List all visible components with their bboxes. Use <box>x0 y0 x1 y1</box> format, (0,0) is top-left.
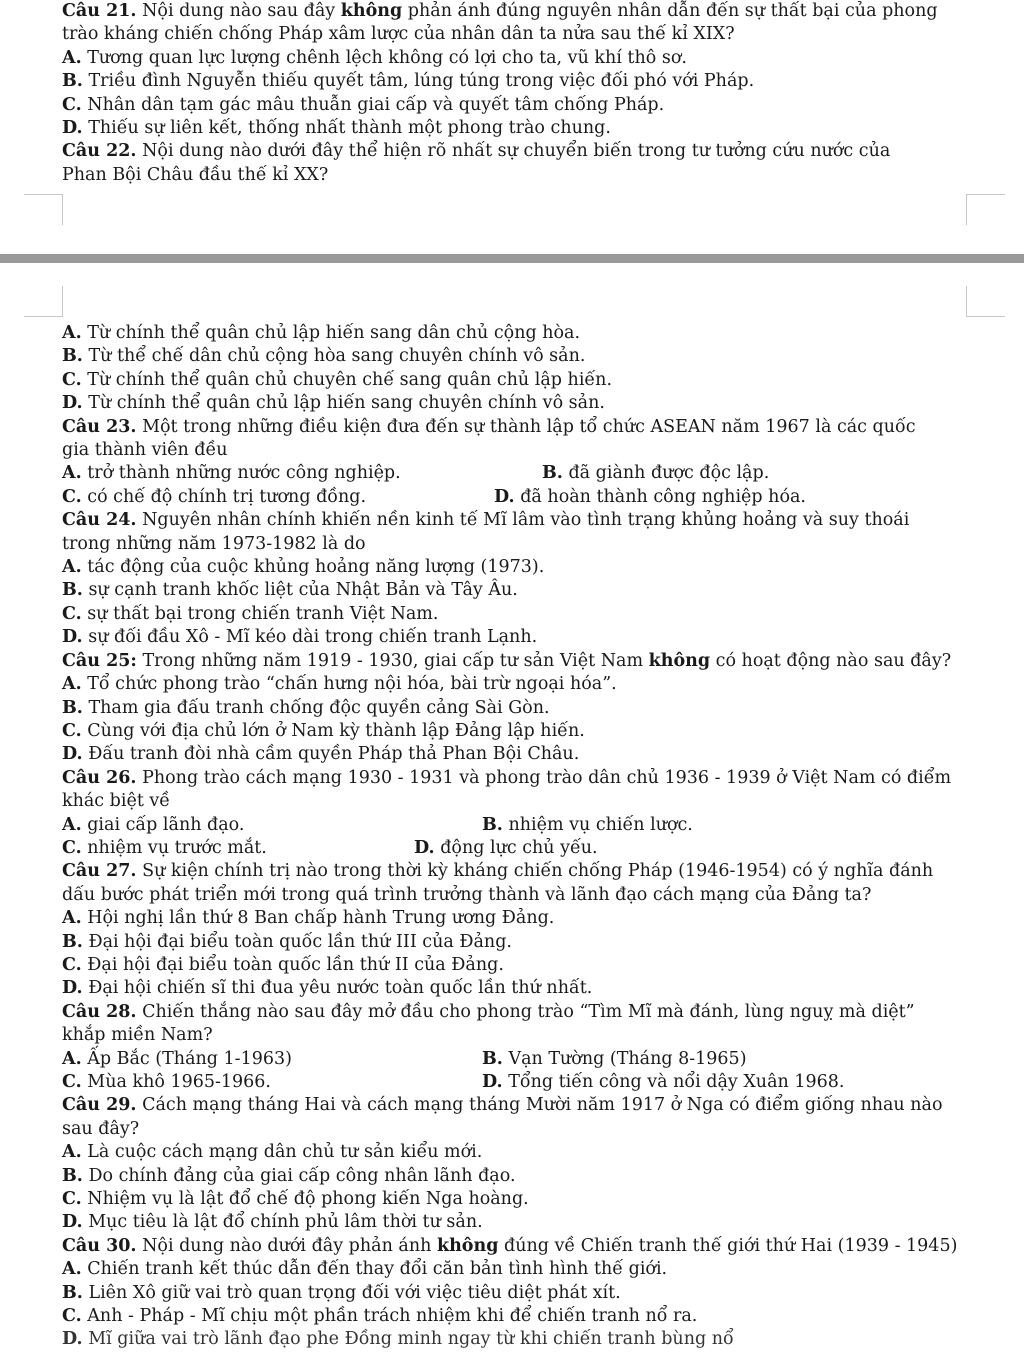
question-30: Câu 30. Nội dung nào dưới đây phản ánh không đúng về Chiến tranh thế giới thứ Hai (1939 - 1945) <box>62 1235 958 1256</box>
page-corner-mark <box>966 194 1005 225</box>
page-break <box>0 190 1024 330</box>
option-25-c: C. Cùng với địa chủ lớn ở Nam kỳ thành lập Đảng lập hiến. <box>62 720 585 741</box>
option-22-a: A. Từ chính thể quân chủ lập hiến sang dân chủ cộng hòa. <box>62 323 581 343</box>
question-21-line2: trào kháng chiến chống Pháp xâm lược của nhân dân ta nửa sau thế kỉ XIX? <box>62 24 735 45</box>
option-26-c: C. nhiệm vụ trước mắt. <box>62 837 267 858</box>
negation-word: không <box>436 1235 499 1256</box>
negation-word: không <box>648 650 711 671</box>
option-29-d: D. Mục tiêu là lật đổ chính phủ lâm thời tư sản. <box>62 1212 483 1233</box>
options-row <box>62 814 972 837</box>
option-30-c: C. Anh - Pháp - Mĩ chịu một phần trách nhiệm khi để chiến tranh nổ ra. <box>62 1306 698 1327</box>
option-21-a: A. Tương quan lực lượng chênh lệch không có lợi cho ta, vũ khí thô sơ. <box>62 47 687 68</box>
question-26: Câu 26. Phong trào cách mạng 1930 - 1931 và phong trào dân chủ 1936 - 1939 ở Việt Nam có điểm <box>62 767 952 788</box>
option-24-b: B. sự cạnh tranh khốc liệt của Nhật Bản và Tây Âu. <box>62 580 518 601</box>
question-26-line2: khác biệt về <box>62 791 171 812</box>
option-27-d: D. Đại hội chiến sĩ thi đua yêu nước toàn quốc lần thứ nhất. <box>62 978 593 999</box>
question-21: Câu 21. Nội dung nào sau đây không phản ánh đúng nguyên nhân dẫn đến sự thất bại của phong <box>62 1 938 21</box>
page-top <box>62 0 972 187</box>
question-number: Câu 22. <box>62 141 137 162</box>
option-22-d: D. Từ chính thể quân chủ lập hiến sang chuyên chính vô sản. <box>62 393 605 414</box>
option-24-a: A. tác động của cuộc khủng hoảng năng lượng (1973). <box>62 557 545 578</box>
option-23-b: B. đã giành được độc lập. <box>542 463 770 484</box>
option-30-a: A. Chiến tranh kết thúc dẫn đến thay đổi căn bản tình hình thế giới. <box>62 1259 668 1280</box>
question-24: Câu 24. Nguyên nhân chính khiến nền kinh tế Mĩ lâm vào tình trạng khủng hoảng và suy thoái <box>62 510 910 531</box>
page-corner-mark <box>966 286 1005 317</box>
options-row <box>62 837 972 860</box>
option-27-c: C. Đại hội đại biểu toàn quốc lần thứ II của Đảng. <box>62 954 504 975</box>
option-21-c: C. Nhân dân tạm gác mâu thuẫn giai cấp và quyết tâm chống Pháp. <box>62 94 665 115</box>
option-28-a: A. Ấp Bắc (Tháng 1-1963) <box>62 1048 292 1069</box>
option-29-a: A. Là cuộc cách mạng dân chủ tư sản kiểu mới. <box>62 1142 483 1163</box>
option-30-b: B. Liên Xô giữ vai trò quan trọng đối với việc tiêu diệt phát xít. <box>62 1282 621 1303</box>
option-25-d: D. Đấu tranh đòi nhà cầm quyền Pháp thả Phan Bội Châu. <box>62 744 580 765</box>
option-23-d: D. đã hoàn thành công nghiệp hóa. <box>494 486 806 507</box>
option-26-a: A. giai cấp lãnh đạo. <box>62 814 245 835</box>
question-22-line2: Phan Bội Châu đầu thế kỉ XX? <box>62 164 329 185</box>
option-25-a: A. Tổ chức phong trào “chấn hưng nội hóa, bài trừ ngoại hóa”. <box>62 674 617 695</box>
question-28: Câu 28. Chiến thắng nào sau đây mở đầu cho phong trào “Tìm Mĩ mà đánh, lùng nguỵ mà diệt” <box>62 1001 915 1022</box>
question-25: Câu 25: Trong những năm 1919 - 1930, giai cấp tư sản Việt Nam không có hoạt động nào sau đây? <box>62 650 952 671</box>
option-22-c: C. Từ chính thể quân chủ chuyên chế sang quân chủ lập hiến. <box>62 369 613 390</box>
option-24-c: C. sự thất bại trong chiến tranh Việt Nam. <box>62 603 439 624</box>
page-corner-mark <box>24 194 63 225</box>
question-23-line2: gia thành viên đều <box>62 440 228 461</box>
options-row <box>62 462 972 485</box>
option-23-a: A. trở thành những nước công nghiệp. <box>62 463 401 484</box>
option-28-c: C. Mùa khô 1965-1966. <box>62 1072 271 1092</box>
question-29: Câu 29. Cách mạng tháng Hai và cách mạng tháng Mười năm 1917 ở Nga có điểm giống nhau nào <box>62 1095 943 1116</box>
option-28-b: B. Vạn Tường (Tháng 8-1965) <box>482 1048 747 1069</box>
option-30-d: D. Mĩ giữa vai trò lãnh đạo phe Đồng minh ngay từ khi chiến tranh bùng nổ <box>62 1329 734 1350</box>
negation-word: không <box>340 1 403 21</box>
option-29-b: B. Do chính đảng của giai cấp công nhân lãnh đạo. <box>62 1165 516 1186</box>
question-27: Câu 27. Sự kiện chính trị nào trong thời kỳ kháng chiến chống Pháp (1946-1954) có ý nghĩa đánh <box>62 861 934 882</box>
option-27-a: A. Hội nghị lần thứ 8 Ban chấp hành Trung ương Đảng. <box>62 908 555 929</box>
question-22: Câu 22. Nội dung nào dưới đây thể hiện rõ nhất sự chuyển biến trong tư tưởng cứu nước của <box>62 141 891 162</box>
options-row <box>62 1048 972 1071</box>
question-29-line2: sau đây? <box>62 1118 140 1139</box>
options-row <box>62 1071 972 1094</box>
option-25-b: B. Tham gia đấu tranh chống độc quyền cảng Sài Gòn. <box>62 697 550 718</box>
question-24-line2: trong những năm 1973-1982 là do <box>62 533 366 554</box>
option-26-d: D. động lực chủ yếu. <box>414 837 598 858</box>
page-corner-mark <box>24 286 63 317</box>
option-26-b: B. nhiệm vụ chiến lược. <box>482 814 693 835</box>
option-22-b: B. Từ thể chế dân chủ cộng hòa sang chuyên chính vô sản. <box>62 346 586 367</box>
page-bottom <box>62 322 972 1352</box>
options-row <box>62 486 972 509</box>
option-21-b: B. Triều đình Nguyễn thiếu quyết tâm, lúng túng trong việc đối phó với Pháp. <box>62 71 755 92</box>
page-separator <box>0 254 1024 263</box>
option-21-d: D. Thiếu sự liên kết, thống nhất thành một phong trào chung. <box>62 118 611 139</box>
option-27-b: B. Đại hội đại biểu toàn quốc lần thứ III của Đảng. <box>62 931 512 952</box>
option-28-d: D. Tổng tiến công và nổi dậy Xuân 1968. <box>482 1072 845 1092</box>
option-29-c: C. Nhiệm vụ là lật đổ chế độ phong kiến Nga hoàng. <box>62 1189 529 1210</box>
option-24-d: D. sự đối đầu Xô - Mĩ kéo dài trong chiến tranh Lạnh. <box>62 627 538 648</box>
question-27-line2: dấu bước phát triển mới trong quá trình trưởng thành và lãnh đạo cách mạng của Đảng ta? <box>62 884 872 905</box>
question-28-line2: khắp miền Nam? <box>62 1025 213 1046</box>
question-number: Câu 21. <box>62 1 137 21</box>
option-23-c: C. có chế độ chính trị tương đồng. <box>62 486 367 507</box>
question-23: Câu 23. Một trong những điều kiện đưa đến sự thành lập tổ chức ASEAN năm 1967 là các quốc <box>62 416 916 437</box>
